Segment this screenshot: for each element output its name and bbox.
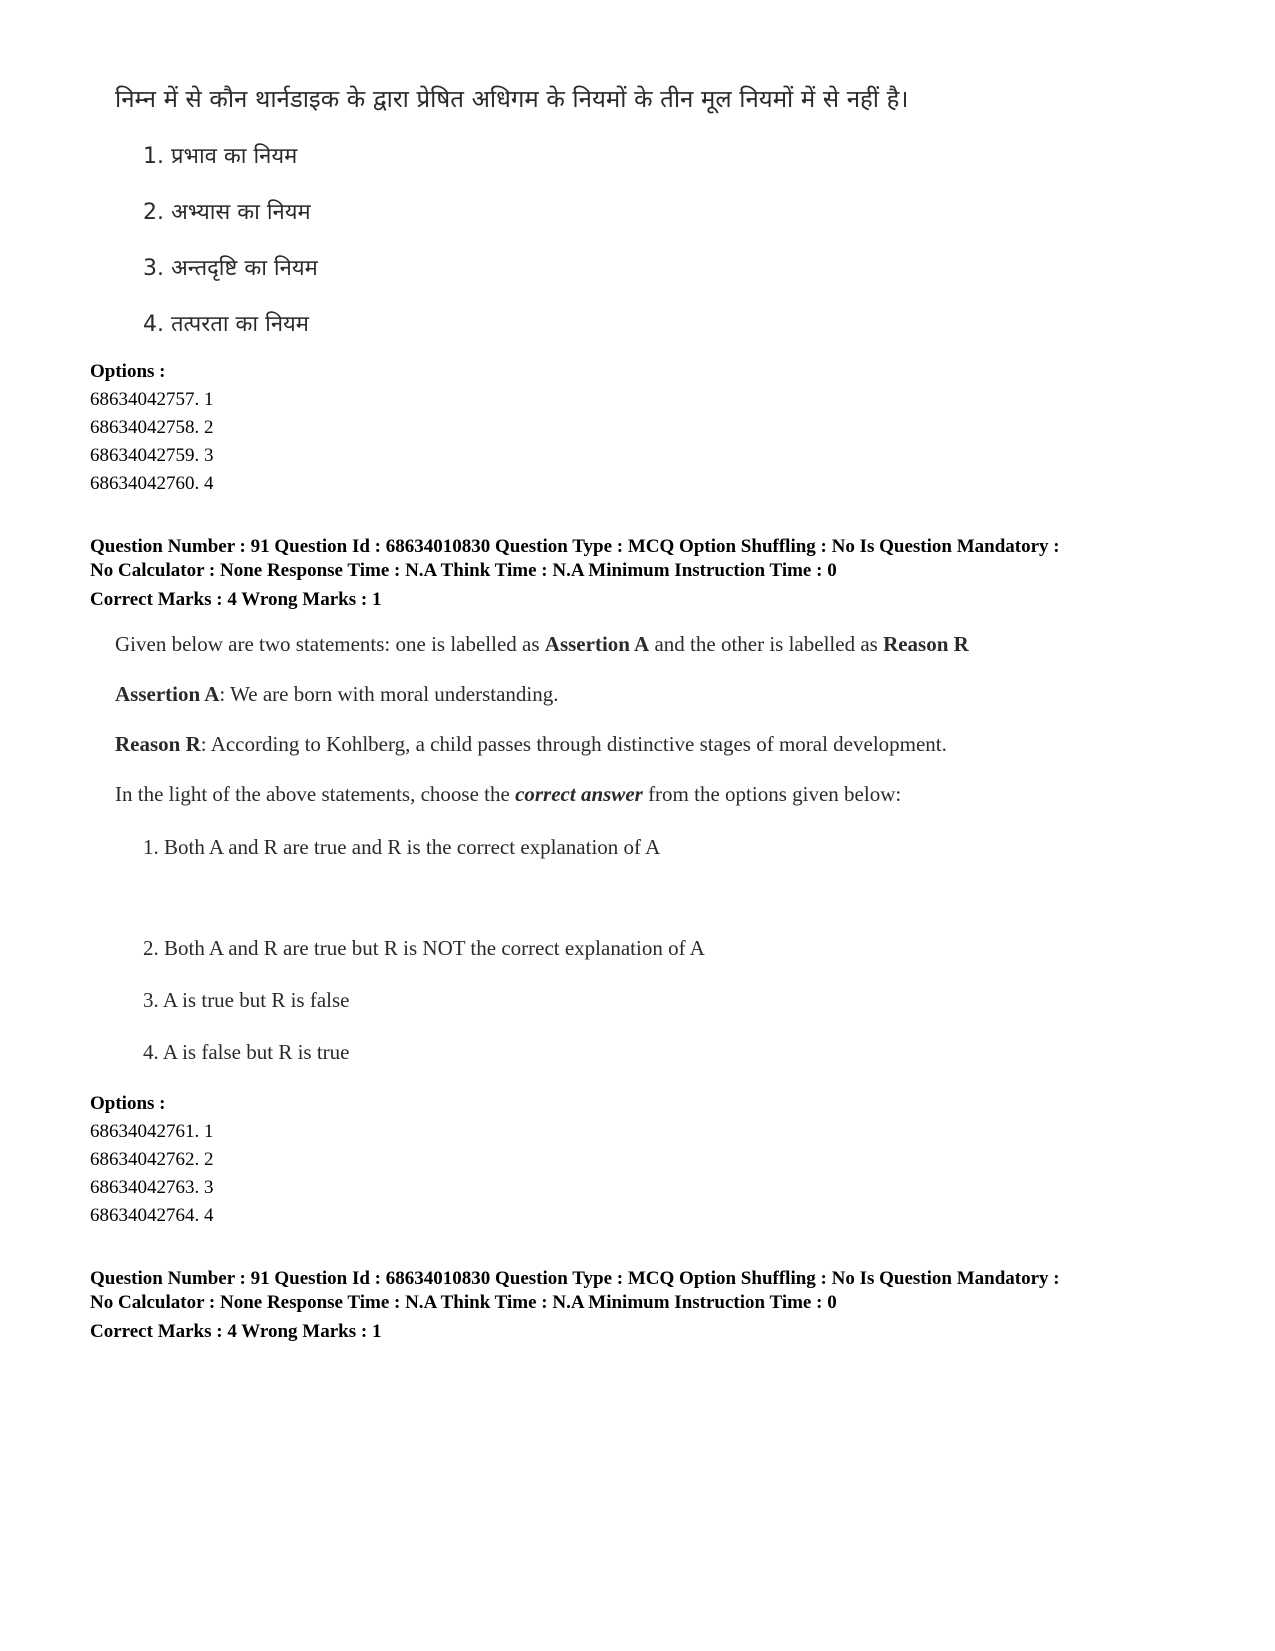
- marks-line: Correct Marks : 4 Wrong Marks : 1: [90, 1321, 382, 1342]
- intro-assertion-label: Assertion A: [544, 632, 650, 656]
- option-id-3: 68634042763. 3: [90, 1177, 214, 1198]
- question-meta: [90, 535, 1230, 583]
- question-meta-line-1: Question Number : 91 Question Id : 68634010830 Question Type : MCQ Option Shuffling : No Is Question Mandatory :: [90, 536, 1060, 557]
- reason-text: : According to Kohlberg, a child passes through distinctive stages of moral development.: [200, 732, 947, 756]
- instruction-line: [115, 782, 901, 807]
- question-meta: [90, 1267, 1230, 1315]
- choice-4: 4. तत्परता का नियम: [143, 312, 309, 337]
- option-id-2: 68634042758. 2: [90, 417, 214, 438]
- hindi-question-block: [115, 82, 1215, 337]
- choice-1: 1. Both A and R are true and R is the correct explanation of A: [143, 835, 661, 859]
- options-label: Options :: [90, 361, 166, 382]
- instruction-text: In the light of the above statements, choose the: [115, 782, 516, 806]
- choice-3: 3. A is true but R is false: [143, 988, 350, 1012]
- intro-text-mid: and the other is labelled as: [649, 632, 884, 656]
- assertion-text: : We are born with moral understanding.: [219, 682, 559, 706]
- reason-line: [115, 732, 947, 757]
- choice-4: 4. A is false but R is true: [143, 1040, 350, 1064]
- options-label: Options :: [90, 1093, 166, 1114]
- intro-reason-label: Reason R: [883, 632, 969, 656]
- reason-label: Reason R: [115, 732, 201, 756]
- option-id-4: 68634042764. 4: [90, 1205, 214, 1226]
- instruction-text-end: from the options given below:: [642, 782, 902, 806]
- question-meta-line-2: No Calculator : None Response Time : N.A Think Time : N.A Minimum Instruction Time : 0: [90, 1292, 837, 1313]
- option-id-1: 68634042761. 1: [90, 1121, 214, 1142]
- choice-2: 2. Both A and R are true but R is NOT the correct explanation of A: [143, 936, 705, 960]
- question-meta-line-1: Question Number : 91 Question Id : 68634010830 Question Type : MCQ Option Shuffling : No Is Question Mandatory :: [90, 1268, 1060, 1289]
- choice-1: 1. प्रभाव का नियम: [143, 144, 298, 169]
- marks-line: Correct Marks : 4 Wrong Marks : 1: [90, 589, 382, 610]
- option-id-4: 68634042760. 4: [90, 473, 214, 494]
- intro-text: Given below are two statements: one is labelled as: [115, 632, 545, 656]
- choice-2: 2. अभ्यास का नियम: [143, 200, 311, 225]
- instruction-emphasis: correct answer: [515, 782, 643, 806]
- intro-line: [115, 632, 969, 657]
- assertion-line: [115, 682, 559, 707]
- assertion-label: Assertion A: [115, 682, 220, 706]
- question-stem: निम्न में से कौन थार्नडाइक के द्वारा प्रेषित अधिगम के नियमों के तीन मूल नियमों में से नहीं है।: [115, 85, 909, 113]
- question-meta-line-2: No Calculator : None Response Time : N.A Think Time : N.A Minimum Instruction Time : 0: [90, 560, 837, 581]
- choice-3: 3. अन्तदृष्टि का नियम: [143, 256, 318, 281]
- option-id-2: 68634042762. 2: [90, 1149, 214, 1170]
- option-id-3: 68634042759. 3: [90, 445, 214, 466]
- option-id-1: 68634042757. 1: [90, 389, 214, 410]
